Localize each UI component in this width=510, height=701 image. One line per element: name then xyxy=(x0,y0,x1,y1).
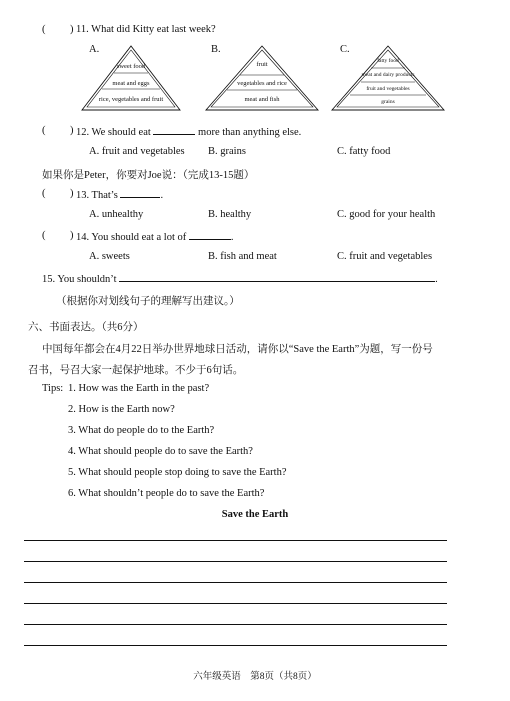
q13-paren: ( xyxy=(42,188,46,199)
q15-note: （根据你对划线句子的理解写出建议。） xyxy=(56,296,240,307)
q13-option-a: A. unhealthy xyxy=(89,209,144,220)
tips-label: Tips: xyxy=(42,383,64,394)
instruction-peter: 如果你是Peter，你要对Joe说：（完成13-15题） xyxy=(42,170,255,181)
tip-6: 6. What shouldn’t people do to save the Earth? xyxy=(68,488,265,499)
q14-option-a: A. sweets xyxy=(89,251,130,262)
q12-option-c: C. fatty food xyxy=(337,146,391,157)
writing-line-6[interactable] xyxy=(24,645,447,646)
q12-answer-blank[interactable] xyxy=(153,125,195,135)
pyramid-c-tier-3: fruit and vegetables xyxy=(366,86,410,92)
tip-3: 3. What do people do to the Earth? xyxy=(68,425,215,436)
writing-line-5[interactable] xyxy=(24,624,447,625)
pyramid-b-tier-2: vegetables and rice xyxy=(237,80,287,87)
q12-paren-close: ) xyxy=(70,125,74,136)
q11-option-c-letter: C. xyxy=(340,44,350,55)
food-pyramid-b xyxy=(204,44,320,112)
q12-text xyxy=(76,125,301,138)
q14-paren-close: ) xyxy=(70,230,74,241)
writing-line-4[interactable] xyxy=(24,603,447,604)
q12-option-a: A. fruit and vegetables xyxy=(89,146,185,157)
pyramid-b-tier-3: meat and fish xyxy=(244,96,280,103)
pyramid-a-tier-2: meat and eggs xyxy=(112,80,150,87)
q13-option-c: C. good for your health xyxy=(337,209,436,220)
tip-4: 4. What should people do to save the Earth? xyxy=(68,446,253,457)
q12-text-after: more than anything else. xyxy=(198,127,302,138)
q14-answer-blank[interactable] xyxy=(189,230,231,240)
writing-line-1[interactable] xyxy=(24,540,447,541)
q12-option-b: B. grains xyxy=(208,146,246,157)
pyramid-c-tier-2: meat and dairy products xyxy=(361,72,415,78)
tip-1: 1. How was the Earth in the past? xyxy=(68,383,210,394)
q13-option-b: B. healthy xyxy=(208,209,252,220)
q15-answer-line[interactable] xyxy=(119,272,435,282)
q11-text: 11. What did Kitty eat last week? xyxy=(76,24,216,35)
section6-prompt-line2: 召书，号召大家一起保护地球。不少于6句话。 xyxy=(28,365,244,376)
section6-heading: 六、书面表达。（共6分） xyxy=(28,322,144,333)
q13-answer-blank[interactable] xyxy=(120,188,160,198)
q11-option-a-letter: A. xyxy=(89,44,100,55)
q14-text: 14. You should eat a lot of . xyxy=(76,232,234,243)
q13-paren-close: ) xyxy=(70,188,74,199)
food-pyramid-a xyxy=(80,44,182,112)
writing-line-3[interactable] xyxy=(24,582,447,583)
q13-text: 13. That’s . xyxy=(76,190,164,201)
page-footer: 六年级英语 第8页（共8页） xyxy=(193,672,317,682)
section6-prompt-line1: 中国每年都会在4月22日举办世界地球日活动，请你以“Save the Earth”为题，写一份号 xyxy=(42,344,433,355)
writing-line-2[interactable] xyxy=(24,561,447,562)
q11-option-b-letter: B. xyxy=(211,44,221,55)
q12-text-before: 12. We should eat xyxy=(76,127,151,138)
q14-paren: ( xyxy=(42,230,46,241)
q11-paren-close: ) xyxy=(70,24,74,35)
q12-paren: ( xyxy=(42,125,46,136)
q15-text: 15. You shouldn’t . xyxy=(42,274,438,285)
tip-5: 5. What should people stop doing to save the Earth? xyxy=(68,467,287,478)
pyramid-b-tier-1: fruit xyxy=(256,61,268,68)
q14-option-b: B. fish and meat xyxy=(208,251,277,262)
pyramid-a-tier-3: rice, vegetables and fruit xyxy=(98,96,164,103)
pyramid-c-tier-4: grains xyxy=(381,99,395,105)
q14-option-c: C. fruit and vegetables xyxy=(337,251,433,262)
food-pyramid-c xyxy=(330,44,446,112)
pyramid-c-tier-1: fatty food xyxy=(377,58,399,64)
q11-paren: ( xyxy=(42,24,46,35)
tip-2: 2. How is the Earth now? xyxy=(68,404,175,415)
pyramid-a-tier-1: sweet food xyxy=(116,63,146,70)
essay-title: Save the Earth xyxy=(221,509,289,520)
